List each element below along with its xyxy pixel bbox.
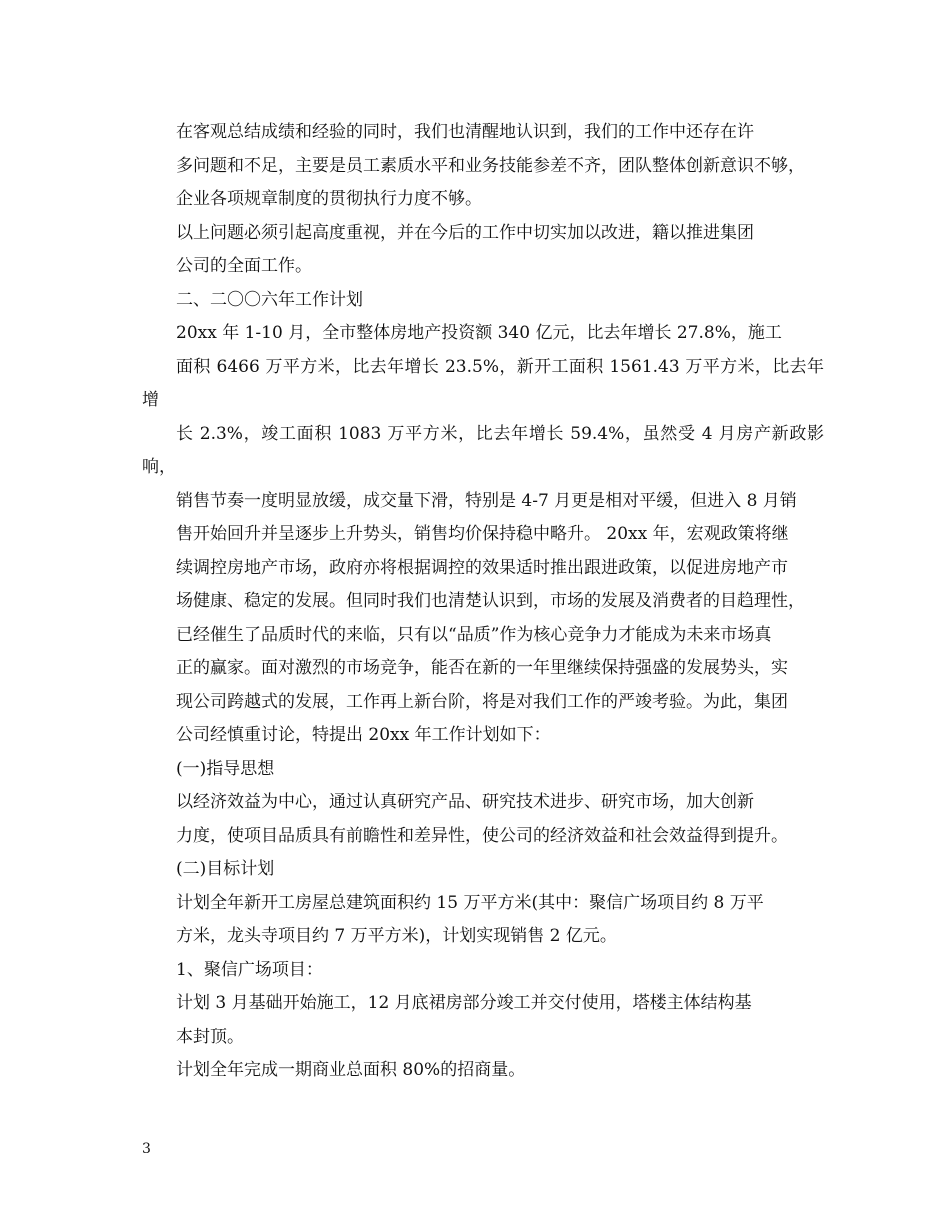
- document-body: [142, 116, 824, 1088]
- paragraph: [142, 317, 824, 753]
- paragraph: [142, 987, 824, 1054]
- paragraph-line: 多问题和不足，主要是员工素质水平和业务技能参差不齐，团队整体创新意识不够，: [176, 155, 805, 176]
- paragraph: [142, 786, 824, 853]
- paragraph: [142, 853, 824, 887]
- paragraph-line: 公司经慎重讨论，特提出 20xx 年工作计划如下：: [176, 725, 551, 745]
- paragraph-line: 本封顶。: [176, 1026, 244, 1047]
- paragraph-line: 二、二〇〇六年工作计划: [176, 289, 363, 310]
- paragraph: [142, 954, 824, 988]
- paragraph-line: 计划 3 月基础开始施工，12 月底裙房部分竣工并交付使用，塔楼主体结构基: [176, 993, 752, 1013]
- paragraph-line: 计划全年完成一期商业总面积 80%的招商量。: [176, 1060, 526, 1080]
- paragraph-line: 方米，龙头寺项目约 7 万平方米)，计划实现销售 2 亿元。: [176, 926, 617, 946]
- paragraph-line: 计划全年新开工房屋总建筑面积约 15 万平方米(其中：聚信广场项目约 8 万平: [176, 892, 764, 913]
- paragraph-line: 1、聚信广场项目：: [176, 959, 323, 980]
- paragraph: [142, 887, 824, 954]
- paragraph-line: 现公司跨越式的发展，工作再上新台阶，将是对我们工作的严竣考验。为此，集团: [176, 691, 788, 712]
- paragraph-line: 力度，使项目品质具有前瞻性和差异性，使公司的经济效益和社会效益得到提升。: [176, 825, 788, 846]
- paragraph-line: 公司的全面工作。: [176, 256, 312, 276]
- paragraph-line: 20xx 年 1-10 月，全市整体房地产投资额 340 亿元，比去年增长 27.8%，施工: [176, 323, 782, 343]
- paragraph-line: 在客观总结成绩和经验的同时，我们也清醒地认识到，我们的工作中还存在许: [176, 122, 754, 142]
- paragraph-line: 以经济效益为中心，通过认真研究产品、研究技术进步、研究市场，加大创新: [176, 792, 754, 812]
- page-number: 3: [142, 1141, 151, 1157]
- paragraph-line: 续调控房地产市场，政府亦将根据调控的效果适时推出跟进政策，以促进房地产市: [176, 557, 788, 578]
- paragraph-line: (二)目标计划: [176, 859, 275, 879]
- paragraph-line: 售开始回升并呈逐步上升势头，销售均价保持稳中略升。 20xx 年，宏观政策将继: [176, 524, 789, 544]
- paragraph-line: 面积 6466 万平方米，比去年增长 23.5%，新开工面积 1561.43 万平方米，比去年增: [142, 356, 824, 410]
- paragraph: [142, 217, 824, 284]
- paragraph: [142, 284, 824, 318]
- paragraph-line: 已经催生了品质时代的来临，只有以“品质”作为核心竞争力才能成为未来市场真: [176, 624, 772, 645]
- paragraph-line: 长 2.3%，竣工面积 1083 万平方米，比去年增长 59.4%，虽然受 4 月房产新政影响，: [142, 423, 824, 477]
- paragraph-line: (一)指导思想: [176, 758, 275, 779]
- paragraph-line: 企业各项规章制度的贯彻执行力度不够。: [176, 189, 482, 209]
- paragraph-line: 场健康、稳定的发展。但同时我们也清楚认识到，市场的发展及消费者的目趋理性，: [176, 591, 805, 611]
- paragraph-line: 销售节奏一度明显放缓，成交量下滑，特别是 4-7 月更是相对平缓，但进入 8 月销: [176, 490, 797, 511]
- paragraph: [142, 1054, 824, 1088]
- paragraph-line: 正的赢家。面对激烈的市场竞争，能否在新的一年里继续保持强盛的发展势头，实: [176, 658, 788, 678]
- paragraph: [142, 116, 824, 217]
- paragraph-line: 以上问题必须引起高度重视，并在今后的工作中切实加以改进，籍以推进集团: [176, 222, 754, 243]
- paragraph: [142, 753, 824, 787]
